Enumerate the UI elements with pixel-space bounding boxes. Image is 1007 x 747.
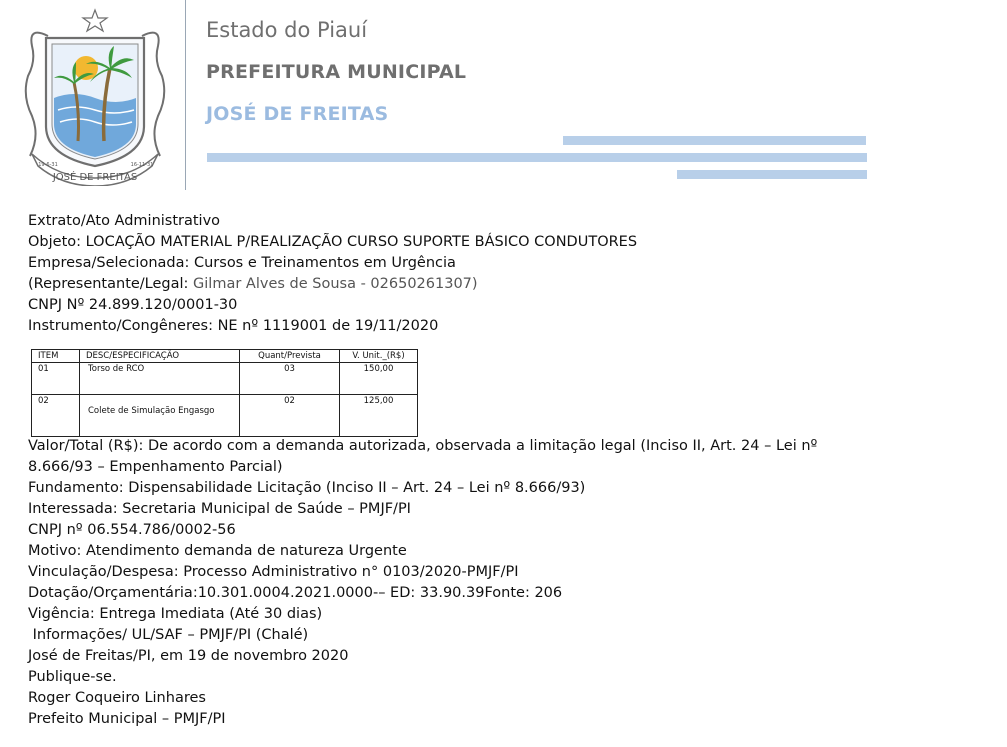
municipal-crest-logo xyxy=(18,6,172,186)
items-table xyxy=(31,349,418,437)
detail-publish: Publique-se. xyxy=(28,669,117,685)
col-header-item: ITEM xyxy=(32,350,80,363)
extract-header-block xyxy=(28,211,637,337)
detail-basis: Fundamento: Dispensabilidade Licitação (Inciso II – Art. 24 – Lei nº 8.666/93) xyxy=(28,480,586,496)
cell-qty: 02 xyxy=(240,395,340,437)
extract-object: Objeto: LOCAÇÃO MATERIAL P/REALIZAÇÃO CURSO SUPORTE BÁSICO CONDUTORES xyxy=(28,234,638,250)
decorative-bar xyxy=(563,136,866,145)
header-prefecture: PREFEITURA MUNICIPAL xyxy=(206,61,467,83)
extract-details-block xyxy=(28,436,828,730)
decorative-bar xyxy=(207,153,867,162)
crest-scroll-right xyxy=(142,33,164,156)
detail-validity: Vigência: Entrega Imediata (Até 30 dias) xyxy=(28,606,323,622)
signer-title: Prefeito Municipal – PMJF/PI xyxy=(28,711,226,727)
cell-desc: Torso de RCO xyxy=(80,363,240,395)
star-icon xyxy=(83,10,107,31)
extract-representative xyxy=(28,274,637,295)
detail-cnpj-interested: CNPJ nº 06.554.786/0002-56 xyxy=(28,522,236,538)
col-header-unit: V. Unit._(R$) xyxy=(340,350,418,363)
extract-instrument: Instrumento/Congêneres: NE nº 1119001 de 19/11/2020 xyxy=(28,318,439,334)
extract-title: Extrato/Ato Administrativo xyxy=(28,213,221,229)
detail-place-date: José de Freitas/PI, em 19 de novembro 2020 xyxy=(28,648,349,664)
cell-qty: 03 xyxy=(240,363,340,395)
cell-unit: 125,00 xyxy=(340,395,418,437)
col-header-desc: DESC/ESPECIFICAÇÃO xyxy=(80,350,240,363)
detail-linkage: Vinculação/Despesa: Processo Administrativo n° 0103/2020-PMJF/PI xyxy=(28,564,519,580)
header-state: Estado do Piauí xyxy=(206,18,368,42)
extract-cnpj-company: CNPJ Nº 24.899.120/0001-30 xyxy=(28,297,238,313)
detail-budget: Dotação/Orçamentária:10.301.0004.2021.0000-– ED: 33.90.39Fonte: 206 xyxy=(28,585,563,601)
detail-interested: Interessada: Secretaria Municipal de Saúde – PMJF/PI xyxy=(28,501,411,517)
col-header-qty: Quant/Prevista xyxy=(240,350,340,363)
detail-info: Informações/ UL/SAF – PMJF/PI (Chalé) xyxy=(28,627,309,643)
cell-item: 01 xyxy=(32,363,80,395)
detail-reason: Motivo: Atendimento demanda de natureza Urgente xyxy=(28,543,407,559)
table-row xyxy=(32,363,418,395)
cell-desc: Colete de Simulação Engasgo xyxy=(80,395,240,437)
cell-item: 02 xyxy=(32,395,80,437)
representative-label: (Representante/Legal: xyxy=(28,276,194,292)
crest-scroll-left xyxy=(26,33,48,156)
crest-year-left: 19-6-31 xyxy=(38,162,58,168)
header-divider xyxy=(185,0,186,190)
decorative-bar xyxy=(677,170,867,179)
signer-name: Roger Coqueiro Linhares xyxy=(28,690,206,706)
representative-name: Gilmar Alves de Sousa - 02650261307) xyxy=(193,276,478,292)
extract-company: Empresa/Selecionada: Cursos e Treinamentos em Urgência xyxy=(28,255,456,271)
table-row xyxy=(32,395,418,437)
header-city: JOSÉ DE FREITAS xyxy=(206,103,389,125)
detail-total-value: Valor/Total (R$): De acordo com a demanda autorizada, observada a limitação legal (Inciso II, Art. 24 – Lei nº 8.666/93 – Empenhamento Parcial) xyxy=(28,438,818,475)
cell-unit: 150,00 xyxy=(340,363,418,395)
table-header-row xyxy=(32,350,418,363)
crest-year-right: 16-11-31 xyxy=(130,162,154,168)
crest-motto: JOSÉ DE FREITAS xyxy=(52,172,138,183)
